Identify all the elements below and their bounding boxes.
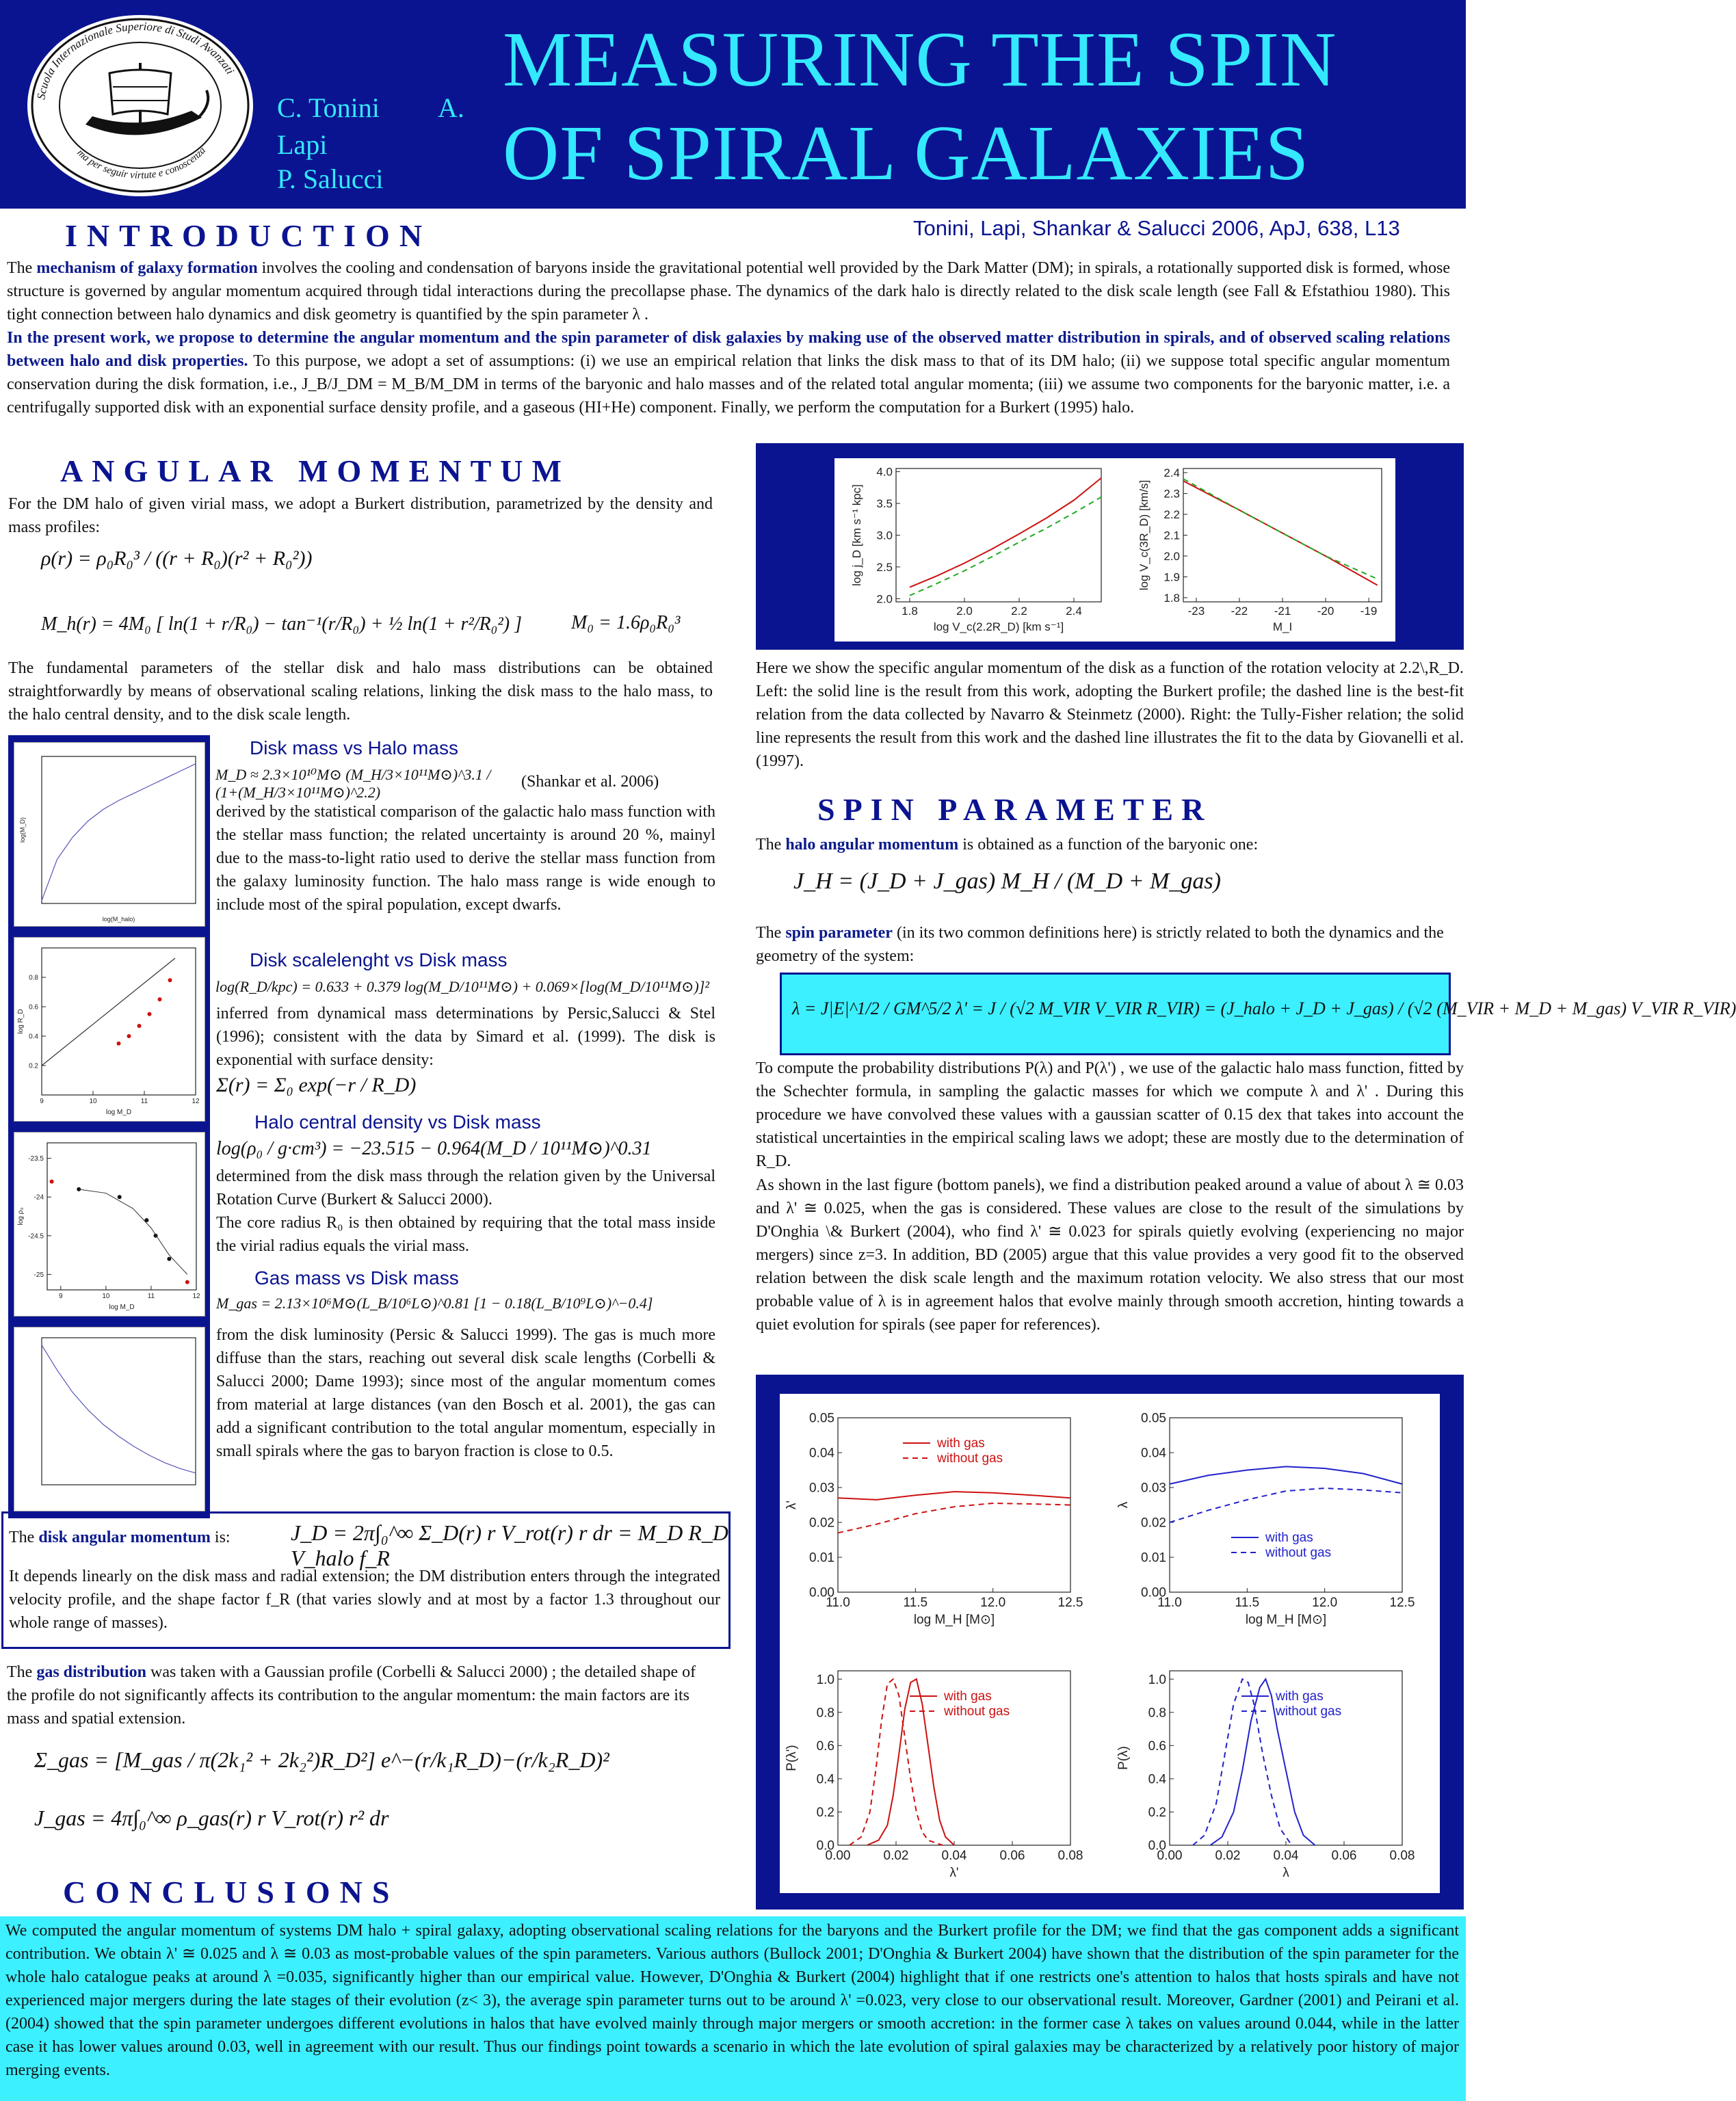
thumb-md-mh-xlabel: log(M_halo) [102,916,135,923]
eq-gas-am: J_gas = 4π∫₀^∞ ρ_gas(r) r V_rot(r) r² dr [34,1806,389,1830]
lambda-vs-mh-legend-label: with gas [1265,1531,1313,1545]
tully-fisher-ytick-label: 2.2 [1163,507,1180,521]
jd-vs-vc-frame [896,468,1101,602]
p-lambda-ytick-label: 0.4 [1148,1772,1166,1787]
lambdaprime-vs-mh-ytick-label: 0.01 [809,1550,834,1565]
p-lambdaprime-ytick-label: 0.4 [816,1772,834,1787]
tully-fisher-xtick-label: -20 [1317,605,1334,618]
tully-fisher-xtick-label: -19 [1360,605,1378,618]
lambda-vs-mh-ytick-label: 0.01 [1141,1550,1166,1565]
lambda-vs-mh-xtick-label: 12.0 [1312,1596,1338,1610]
p-lambdaprime-xlabel: λ' [949,1866,959,1880]
eq-disk-am: J_D = 2π∫₀^∞ Σ_D(r) r V_rot(r) r dr = M_D R_D V_halo f_R [291,1520,728,1570]
spin-computation-text: To compute the probability distributions P(λ) and P(λ') , we use of the galactic halo mass function, fitted by the Schechter formula, in sampling the galactic masses for which we compute λ and λ' . During this procedure we have convolved these values with a gaussian scatter of 0.15 dex that takes into account the statistical uncertainties in the empirical scaling laws we adopt; these are mostly due to the determination of R_D. [756,1059,1464,1170]
thumb-rho-md-ytick-label: -25 [34,1271,44,1279]
figure-jd-tf-panel [756,443,1464,650]
introduction-text [7,256,1450,419]
eq-md-mh: M_D ≈ 2.3×10¹⁰M⊙ (M_H/3×10¹¹M⊙)^3.1 / (1+(M_H/3×10¹¹M⊙)^2.2) [215,766,491,801]
logo-text-top: Scuola Internazionale Superiore di Studi Avanzati [34,19,237,101]
lambda-vs-mh-frame [1170,1418,1402,1592]
thumb-rd-md-frame [42,948,196,1095]
tully-fisher-ytick-label: 1.9 [1163,570,1180,584]
tully-fisher-ytick-label: 2.1 [1163,529,1180,542]
introduction-heading: INTRODUCTION [65,218,432,253]
lambda-vs-mh-ytick-label: 0.03 [1141,1481,1166,1496]
lambda-vs-mh-xtick-label: 11.5 [1235,1596,1260,1610]
spin-p2-post: (in its two common definitions here) is strictly related to both the dynamics and the geometry of the system: [756,924,1444,965]
p-lambdaprime-series-without-gas [850,1679,943,1845]
eq-gas-surface-density: Σ_gas = [M_gas / π(2k₁² + 2k₂²)R_D²] e^−(r/k₁R_D)−(r/k₂R_D)² [34,1747,609,1772]
lambdaprime-vs-mh-xlabel: log M_H [M⊙] [913,1613,995,1627]
lambdaprime-vs-mh-ylabel: λ' [785,1500,799,1510]
jd-vs-vc-xtick-label: 2.4 [1066,605,1082,618]
lambda-vs-mh-ytick-label: 0.02 [1141,1516,1166,1531]
jd-vs-vc-ytick-label: 4.0 [876,465,893,479]
lambdaprime-vs-mh-ytick-label: 0.04 [809,1446,834,1461]
tully-fisher-frame [1183,468,1382,602]
thumb-rho-md-xlabel: log M_D [109,1304,135,1311]
lambdaprime-vs-mh-xtick-label: 12.5 [1057,1596,1083,1610]
gas-mass-vs-disk-mass-title: Gas mass vs Disk mass [254,1267,459,1289]
eq-burkert-density: ρ(r) = ρ₀R₀³ / ((r + R₀)(r² + R₀²)) [41,547,313,570]
thumb-rho-md-xtick-label: 12 [192,1293,200,1300]
thumb-gas-series-0 [42,1345,196,1473]
eq-surface-density: Σ(r) = Σ₀ exp(−r / R_D) [216,1074,417,1096]
disk-angular-momentum-box [1,1511,731,1649]
p-lambda-ytick-label: 0.2 [1148,1806,1166,1821]
spin-results-text: As shown in the last figure (bottom panels), we find a distribution peaked around a value of about λ ≅ 0.03 and λ' ≅ 0.025, when the gas is considered. These values are close to the result of the simulations by D'Onghia \& Burkert (2004), who find λ' ≅ 0.023 for spirals quietly evolving (experiencing no major mergers) since z=3. In addition, BD (2005) argue that this value provides a very good fit to the observed relation between the disk scale length and the maximum rotation velocity. We also stress that our most probable value of λ is in agreement halos that evolve mainly through smooth accretion, hinting towards a quiet evolution for spirals (see paper for references). [756,1176,1464,1334]
spin-equation-box [780,973,1736,1055]
author-1: C. Tonini [277,92,380,123]
lambda-vs-mh-ytick-label: 0.04 [1141,1446,1166,1461]
lambda-vs-mh-ylabel: λ [1116,1501,1131,1509]
spin-definition-text [756,921,1464,968]
p-lambdaprime-ytick-label: 0.6 [816,1739,834,1754]
intro-p1-pre: The [7,259,37,277]
eq-rho0-md: log(ρ₀ / g·cm³) = −23.515 − 0.964(M_D / 10¹¹M⊙)^0.31 [216,1138,652,1159]
thumb-rd-md-xtick-label: 10 [89,1098,97,1105]
disk-scalelength-vs-disk-mass-title: Disk scalelenght vs Disk mass [250,949,508,970]
disk-am-text: It depends linearly on the disk mass and radial extension; the DM distribution enters through the integrated velocity profile, and the shape factor f_R (that varies slowly and at most by a factor 1.3 throughout our whole range of masses). [9,1568,720,1632]
figure-jd-tf-caption: Here we show the specific angular momentum of the disk as a function of the rotation velocity at 2.2\,R_D. Left: the solid line is the result from this work, adopting the Burkert profile; the dashed line is the best-fit relation from the data collected by Navarro & Steinmetz (2000). Right: the Tully-Fisher relation; the solid line represents the result from this work and the dashed line illustrates the fit to the data by Giovanelli et al. (1997). [756,659,1464,770]
thumb-md-mh-ylabel: log(M_D) [19,817,26,843]
disk-am-post: is: [210,1529,231,1546]
thumb-rd-md-ylabel: log R_D [17,1009,25,1034]
eq-spin-parameters: λ = J|E|^1/2 / GM^5/2 λ' = J / (√2 M_VIR V_VIR R_VIR) = (J_halo + J_D + J_gas) / (√2 (M_VIR + M_D + M_gas) V_VIR R_VIR) [792,999,1736,1018]
thumb-rho-md-point [118,1195,122,1199]
lambdaprime-vs-mh-xtick-label: 12.0 [980,1596,1006,1610]
halo-density-vs-disk-mass-title: Halo central density vs Disk mass [254,1111,541,1133]
jd-vs-vc-xlabel: log V_c(2.2R_D) [km s⁻¹] [933,620,1064,633]
p-lambda-xtick-label: 0.00 [1157,1849,1183,1863]
eq-m0: M₀ = 1.6ρ₀R₀³ [571,612,681,633]
thumb-rd-md-ytick-label: 0.6 [29,1003,38,1012]
lambda-vs-mh-series-with-gas [1170,1466,1402,1484]
core-radius-text: The core radius R₀ is then obtained by requiring that the total mass inside the virial radius equals the virial mass. [216,1214,715,1255]
lambdaprime-vs-mh-legend-label: with gas [937,1436,985,1451]
lambda-vs-mh-ytick-label: 0.00 [1141,1585,1166,1600]
conclusions-box [0,1916,1466,2101]
thumb-rd-md-xtick-label: 12 [192,1098,200,1105]
thumb-rho-md-point [185,1280,189,1284]
paper-reference: Tonini, Lapi, Shankar & Salucci 2006, ApJ, 638, L13 [913,216,1400,240]
conclusions-text: We computed the angular momentum of systems DM halo + spiral galaxy, adopting observational scaling relations for the baryons and the Burkert profile for the DM; we find that the gas component adds a significant contribution. We obtain λ' ≅ 0.025 and λ ≅ 0.03 as most-probable values of the spin parameters. Various authors (Bullock 2001; D'Onghia & Burkert 2004) have shown that the distribution of the spin parameter for the whole halo catalogue peaks at around λ =0.035, significantly higher than our empirical value. However, D'Onghia & Burkert (2004) highlight that if one restricts one's attention to halos that hosts spirals and have not experienced major mergers during the late stages of their evolution (z< 3), the average spin parameter turns out to be around λ' =0.023, very close to our observational result. Moreover, Gardner (2001) and Peirani et al. (2004) showed that the spin parameter undergoes different evolutions in halos that have evolved mainly through major mergers or smooth accretion: in the former case λ takes on values around 0.044, while in the latter case it has lower values around 0.03, well in agreement with our result. Thus our findings point towards a scenario in which the late evolution of spiral galaxies may be characterized by a relatively poor history of major merging events. [5,1922,1459,2079]
author-2: Lapi [277,129,328,160]
thumb-rd-md-ytick-label: 0.8 [29,974,38,982]
eq-gas-mass: M_gas = 2.13×10⁶M⊙(L_B/10⁶L⊙)^0.81 [1 − 0.18(L_B/10⁹L⊙)^−0.4] [216,1295,653,1312]
figure-spin-panel [756,1375,1464,1910]
lambda-vs-mh-xtick-label: 11.0 [1157,1596,1182,1610]
thumb-rho-md-xtick-label: 9 [59,1293,63,1300]
tully-fisher-ytick-label: 2.3 [1163,487,1180,501]
p-lambdaprime-ytick-label: 1.0 [816,1672,834,1687]
gas-pre: The [7,1663,37,1681]
thumb-rd-md-ytick-label: 0.4 [29,1033,38,1041]
lambdaprime-vs-mh-ytick-label: 0.00 [809,1585,834,1600]
lambdaprime-vs-mh-series-with-gas [838,1492,1070,1500]
p-lambda-ytick-label: 1.0 [1148,1672,1166,1687]
p-lambda-ytick-label: 0.6 [1148,1739,1166,1754]
thumb-rd-md-xtick-label: 11 [140,1098,148,1105]
thumb-gas-frame [42,1338,196,1485]
lambdaprime-vs-mh-ytick-label: 0.05 [809,1411,834,1426]
jd-vs-vc-ytick-label: 2.5 [876,560,893,574]
tully-fisher-ylabel: log V_c(3R_D) [km/s] [1137,479,1150,591]
p-lambda-xtick-label: 0.06 [1331,1849,1357,1863]
p-lambdaprime-legend-label: without gas [944,1704,1010,1719]
lambdaprime-vs-mh-series-without-gas [838,1503,1070,1533]
thumb-plot-gas [14,1327,205,1511]
p-lambda-xlabel: λ [1283,1866,1289,1880]
p-lambdaprime-ytick-label: 0.0 [816,1838,834,1853]
disk-am-label [9,1526,231,1549]
thumb-rd-md-xlabel: log M_D [105,1109,132,1116]
p-lambda-legend-label: with gas [1276,1689,1324,1704]
thumb-plot-rd-md [14,937,205,1122]
thumb-rd-md-point [158,997,162,1001]
halo-am-text [756,833,1464,856]
gas-highlight: gas distribution [36,1663,147,1681]
thumb-rho-md-xtick-label: 11 [147,1293,155,1300]
thumb-md-mh-frame [42,756,196,903]
intro-p2-post: To this purpose, we adopt a set of assumptions: (i) we use an empirical relation that links the disk mass to that of its DM halo; (ii) we suppose total specific angular momentum conservation during the disk formation, i.e., J_B/J_DM = M_B/M_DM in terms of the baryonic and halo masses and of the related total angular momenta; (iii) we assume two components for the baryonic matter, i.e. a centrifugally supported disk with an exponential surface density profile, and a gaseous (HI+He) component. Finally, we perform the computation for a Burkert (1995) halo. [7,352,1450,417]
lambdaprime-vs-mh-ytick-label: 0.02 [809,1516,834,1531]
angular-intro: For the DM halo of given virial mass, we adopt a Burkert distribution, parametrized by the density and mass profiles: [8,495,713,536]
lambda-vs-mh-xtick-label: 12.5 [1389,1596,1415,1610]
figure-spin [780,1394,1440,1893]
jd-vs-vc-xtick-label: 2.2 [1011,605,1027,618]
tully-fisher-ytick-label: 2.4 [1163,466,1180,480]
disk-am-pre: The [9,1529,39,1546]
spin-p1-highlight: halo angular momentum [785,836,959,854]
jd-vs-vc-xtick-label: 1.8 [902,605,918,618]
thumb-rd-md-ytick-label: 0.2 [29,1062,38,1070]
jd-vs-vc-series-0 [910,478,1101,587]
lambda-vs-mh-legend-label: without gas [1265,1546,1332,1560]
lambda-vs-mh-ytick-label: 0.05 [1141,1411,1166,1426]
p-lambda-ylabel: P(λ) [1116,1746,1131,1770]
lambdaprime-vs-mh-xtick-label: 11.5 [903,1596,928,1610]
sissa-logo [27,15,253,196]
ship-logo-icon [27,15,253,196]
lambdaprime-vs-mh-xtick-label: 11.0 [826,1596,850,1610]
poster-title-line2: OF SPIRAL GALAXIES [503,109,1310,196]
spin-p2-pre: The [756,924,786,942]
disk-am-highlight: disk angular momentum [38,1529,211,1546]
p-lambdaprime-legend-label: with gas [944,1689,992,1704]
disk-mass-vs-halo-mass-title: Disk mass vs Halo mass [250,737,458,758]
tully-fisher-ytick-label: 2.0 [1163,549,1180,563]
thumb-rho-md-ytick-label: -24.5 [28,1232,44,1241]
tully-fisher-ytick-label: 1.8 [1163,591,1180,605]
thumb-plot-rho-md [14,1132,205,1317]
p-lambdaprime-ylabel: P(λ') [785,1745,799,1771]
lambda-vs-mh-xlabel: log M_H [M⊙] [1245,1613,1327,1627]
tully-fisher-xtick-label: -21 [1274,605,1291,618]
lambda-vs-mh-series-without-gas [1170,1488,1402,1522]
p-lambdaprime-xtick-label: 0.00 [825,1849,851,1863]
disk-mass-text: derived by the statistical comparison of the galactic halo mass function with the stellar mass function; the related uncertainty is around 20 %, mainyl due to the mass-to-light ratio used to derive the stellar mass function from the galaxy luminosity function. The halo mass range is wide enough to include most of the spiral population, except dwarfs. [216,803,715,914]
spin-p2-highlight: spin parameter [785,924,893,942]
p-lambdaprime-series-with-gas [867,1679,955,1845]
thumb-rd-md-point [168,978,172,982]
p-lambdaprime-xtick-label: 0.02 [883,1849,909,1863]
thumb-rd-md-xtick-label: 9 [40,1098,44,1105]
shankar-reference: (Shankar et al. 2006) [521,773,659,791]
jd-vs-vc-ytick-label: 2.0 [876,592,893,606]
thumb-rho-md-frame [47,1143,196,1290]
halo-density-text: determined from the disk mass through the relation given by the Universal Rotation Curve (Burkert & Salucci 2000). [216,1167,715,1208]
jd-vs-vc-ytick-label: 3.5 [876,497,893,511]
gas-mass-text: from the disk luminosity (Persic & Salucci 1999). The gas is much more diffuse than the stars, reaching out several disk scale lengths (Corbelli & Salucci 2000; Dame 1993); since most of the angular momentum comes from material at large distances (van den Bosch et al. 2001), the gas can add a significant contribution to the total angular momentum, especially in small spirals where the gas to baryon fraction is close to 0.5. [216,1326,715,1460]
p-lambdaprime-xtick-label: 0.04 [941,1849,967,1863]
eq-halo-am: J_H = (J_D + J_gas) M_H / (M_D + M_gas) [793,869,1221,894]
tully-fisher-series-1 [1183,479,1378,579]
thumb-rd-md-point [127,1034,131,1038]
p-lambda-ytick-label: 0.8 [1148,1706,1166,1721]
jd-vs-vc-xtick-label: 2.0 [956,605,973,618]
logo-text-bottom: ma per seguir virtute e conoscenza [75,145,209,181]
thumb-rho-md-ylabel: log ρ₀ [17,1207,25,1226]
lambdaprime-vs-mh-legend-label: without gas [937,1451,1003,1466]
poster-header [0,0,1466,209]
angular-momentum-heading: ANGULAR MOMENTUM [60,453,570,488]
angular-fundamental-text: The fundamental parameters of the stellar disk and halo mass distributions can be obtained straightforwardly by means of observational scaling relations, linking the disk mass to the halo mass, to the halo central density, and to the disk scale length. [8,659,713,724]
tully-fisher-xtick-label: -23 [1187,605,1205,618]
eq-burkert-mass: M_h(r) = 4M₀ [ ln(1 + r/R₀) − tan⁻¹(r/R₀) + ½ ln(1 + r²/R₀²) ] [41,613,522,635]
intro-p1-highlight: mechanism of galaxy formation [36,259,258,277]
p-lambda-xtick-label: 0.02 [1215,1849,1241,1863]
p-lambdaprime-xtick-label: 0.08 [1057,1849,1083,1863]
p-lambda-legend-label: without gas [1276,1704,1342,1719]
p-lambdaprime-xtick-label: 0.06 [999,1849,1025,1863]
spin-p1-pre: The [756,836,786,854]
p-lambda-ytick-label: 0.0 [1148,1838,1166,1853]
jd-vs-vc-ylabel: log j_D [km s⁻¹ kpc] [850,484,863,586]
lambdaprime-vs-mh-ytick-label: 0.03 [809,1481,834,1496]
p-lambda-xtick-label: 0.08 [1389,1849,1415,1863]
tully-fisher-series-0 [1183,481,1378,585]
thumb-rd-md-point [148,1012,152,1016]
tully-fisher-xtick-label: -22 [1231,605,1248,618]
p-lambdaprime-ytick-label: 0.8 [816,1706,834,1721]
thumb-rho-md-point [167,1257,171,1261]
thumb-rd-md-point [137,1024,142,1028]
eq-rd-md: log(R_D/kpc) = 0.633 + 0.379 log(M_D/10¹¹M⊙) + 0.069×[log(M_D/10¹¹M⊙)]² [215,978,709,995]
p-lambdaprime-ytick-label: 0.2 [816,1806,834,1821]
thumb-rho-md-point [50,1180,54,1184]
spin-parameter-heading: SPIN PARAMETER [817,792,1213,827]
thumb-rho-fit-line [79,1189,187,1274]
thumb-md-mh-series-0 [42,764,196,901]
jd-vs-vc-series-1 [910,497,1101,596]
thumb-rd-md-series-1 [42,958,175,1066]
spin-p1-post: is obtained as a function of the baryonic one: [958,836,1259,854]
thumb-rho-md-ytick-label: -23.5 [28,1155,44,1163]
thumb-rd-md-point [117,1042,121,1046]
author-3: P. Salucci [277,163,384,194]
thumb-plot-md-mh [14,742,205,927]
intro-p1-post: involves the cooling and condensation of baryons inside the gravitational potential well provided by the Dark Matter (DM); in spirals, a rotationally supported disk is formed, whose structure is governed by angular momentum acquired through tidal interactions during the precollapse phase. The dynamics of the dark halo is directly related to the disk scale length (see Fall & Efstathiou 1980). This tight connection between halo dynamics and disk geometry is quantified by the spin parameter λ . [7,259,1451,323]
gas-post: was taken with a Gaussian profile (Corbelli & Salucci 2000) ; the detailed shape of the profile do not significantly affects its contribution to the angular momentum: the main factors are its mass and spatial extension. [7,1663,696,1728]
conclusions-heading: CONCLUSIONS [63,1875,399,1910]
p-lambda-xtick-label: 0.04 [1273,1849,1299,1863]
poster-title-line1: MEASURING THE SPIN [503,16,1337,103]
thumb-rho-md-ytick-label: -24 [34,1193,44,1202]
jd-vs-vc-ytick-label: 3.0 [876,529,893,542]
disk-scalelength-text: inferred from dynamical mass determinations by Persic,Salucci & Stel (1996); consistent with the data by Simard et al. (1999). The disk is exponential with surface density: [216,1005,715,1069]
intro-p2-highlight: In the present work, we propose to determine the angular momentum and the spin parameter of disk galaxies by making use of the observed matter distribution in spirals, and of observed scaling relations between halo and disk properties. [7,329,1450,370]
tully-fisher-xlabel: M_I [1272,620,1293,633]
author-2-initial: A. [438,92,464,123]
gas-distribution-text [7,1661,698,1730]
thumb-rho-md-xtick-label: 10 [102,1293,110,1300]
figure-jd-tf [834,458,1395,642]
